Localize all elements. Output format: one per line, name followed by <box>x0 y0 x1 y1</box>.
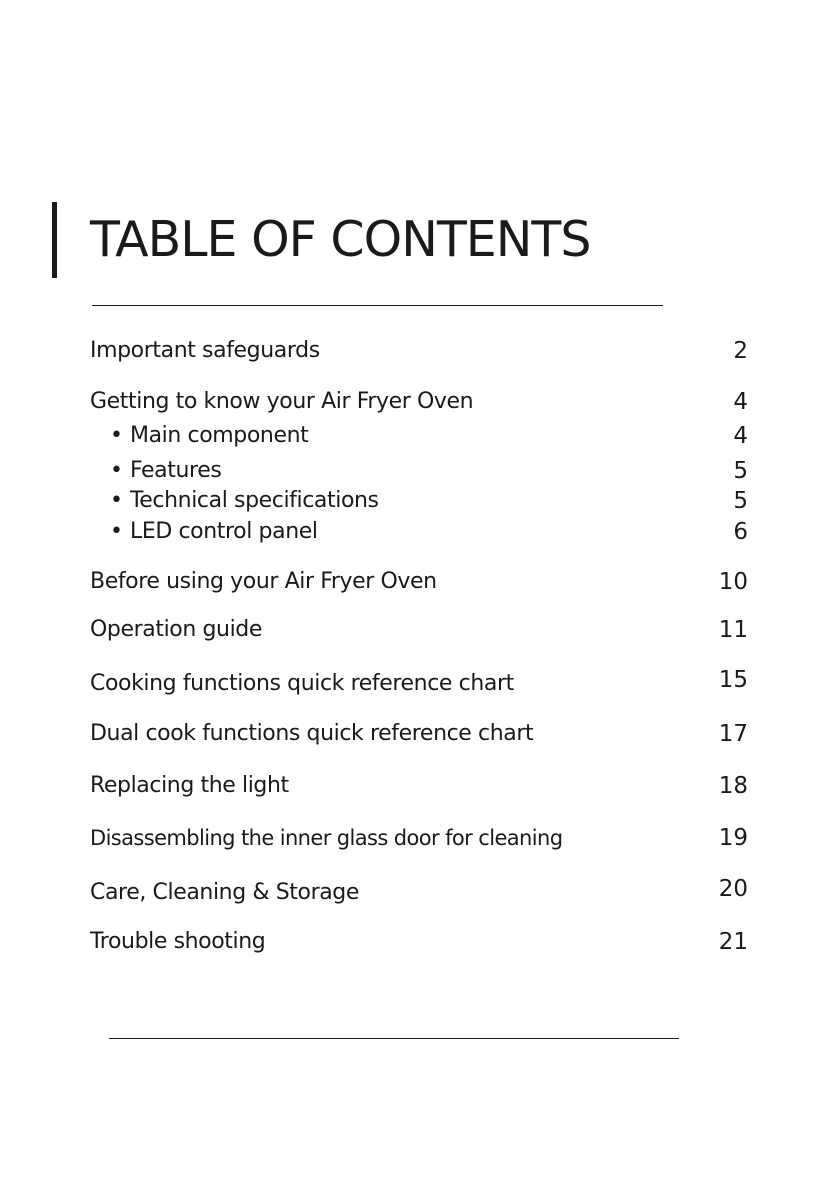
toc-entry-care-cleaning-storage[interactable] <box>90 877 748 909</box>
toc-entry-label: Important safeguards <box>90 338 320 363</box>
toc-entry-label: Main component <box>130 423 309 448</box>
toc-entry-label: LED control panel <box>130 519 318 544</box>
toc-entry-page: 20 <box>718 876 748 902</box>
title-accent-bar <box>52 202 57 278</box>
toc-entry-before-using[interactable] <box>90 566 748 598</box>
toc-entry-page: 2 <box>733 338 748 364</box>
bullet-icon: • <box>110 458 123 483</box>
toc-entry-page: 4 <box>733 389 748 415</box>
toc-entry-page: 19 <box>718 825 748 851</box>
toc-entry-page: 10 <box>718 569 748 595</box>
toc-entry-page: 18 <box>718 773 748 799</box>
toc-entry-label: Technical specifications <box>130 488 379 513</box>
toc-entry-label: Disassembling the inner glass door for cleaning <box>90 826 563 850</box>
toc-entry-label: Features <box>130 458 222 483</box>
toc-subentry-technical-specifications[interactable] <box>90 485 748 517</box>
toc-entry-trouble-shooting[interactable] <box>90 926 748 958</box>
bottom-divider <box>109 1038 679 1039</box>
toc-entry-label: Cooking functions quick reference chart <box>90 671 514 696</box>
toc-entry-page: 17 <box>718 721 748 747</box>
toc-entry-label: Getting to know your Air Fryer Oven <box>90 389 474 414</box>
toc-entry-getting-to-know[interactable] <box>90 386 748 418</box>
toc-entry-label: Replacing the light <box>90 773 289 798</box>
bullet-icon: • <box>110 488 123 513</box>
top-divider <box>92 305 663 306</box>
toc-entry-page: 15 <box>718 667 748 693</box>
toc-entry-cooking-functions-chart[interactable] <box>90 668 748 700</box>
toc-entry-label: Care, Cleaning & Storage <box>90 880 359 905</box>
toc-entry-label: Before using your Air Fryer Oven <box>90 569 437 594</box>
toc-entry-page: 21 <box>718 929 748 955</box>
toc-entry-operation-guide[interactable] <box>90 614 748 646</box>
toc-entry-page: 6 <box>733 519 748 545</box>
toc-entry-page: 11 <box>718 617 748 643</box>
toc-entry-replacing-light[interactable] <box>90 770 748 802</box>
bullet-icon: • <box>110 519 123 544</box>
toc-entry-page: 5 <box>733 488 748 514</box>
toc-entry-important-safeguards[interactable] <box>90 335 748 367</box>
bullet-icon: • <box>110 423 123 448</box>
toc-subentry-features[interactable] <box>90 455 748 487</box>
toc-entry-label: Dual cook functions quick reference chart <box>90 721 534 746</box>
toc-entry-label: Operation guide <box>90 617 262 642</box>
toc-entry-dual-cook-chart[interactable] <box>90 718 748 750</box>
toc-entry-label: Trouble shooting <box>90 929 266 954</box>
toc-entry-disassembling-door[interactable] <box>90 822 748 854</box>
toc-subentry-led-control-panel[interactable] <box>90 516 748 548</box>
toc-entry-page: 5 <box>733 458 748 484</box>
toc-subentry-main-component[interactable] <box>90 420 748 452</box>
page-title: TABLE OF CONTENTS <box>90 211 591 268</box>
toc-entry-page: 4 <box>733 423 748 449</box>
